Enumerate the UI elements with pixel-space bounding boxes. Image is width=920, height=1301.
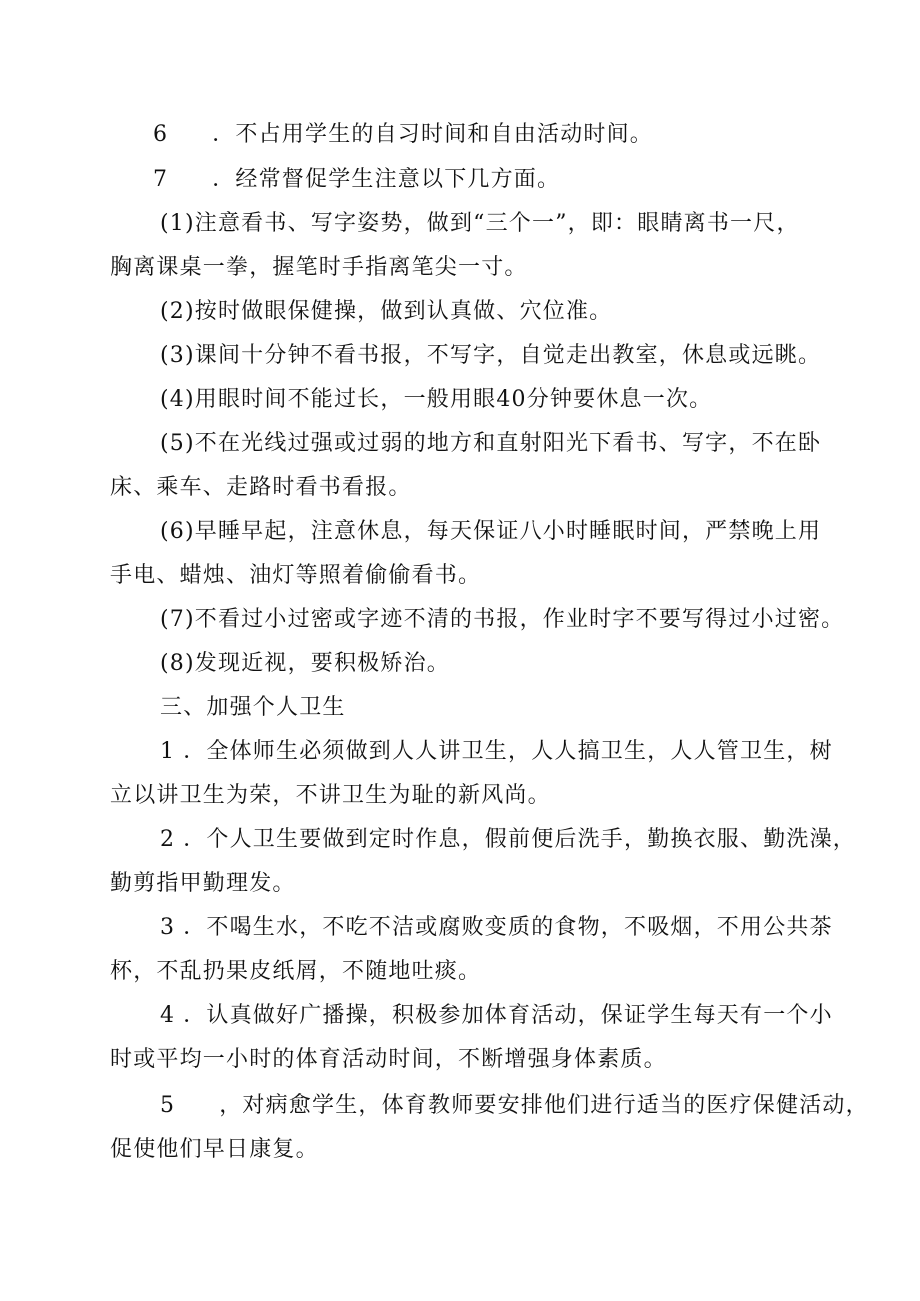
paragraph-3-line-2: 杯，不乱扔果皮纸屑，不随地吐痰。 bbox=[110, 959, 482, 984]
paragraph-5-line-2: 促使他们早日康复。 bbox=[110, 1137, 319, 1162]
paragraph-number: 2 bbox=[160, 827, 176, 852]
paragraph-text: ，对病愈学生，体育教师要安排他们进行适当的医疗保健活动， bbox=[219, 1093, 869, 1118]
sub-item-6-line-1: (6)早睡早起，注意休息，每天保证八小时睡眠时间，严禁晚上用 bbox=[160, 519, 822, 544]
sub-item-3: (3)课间十分钟不看书报，不写字，自觉走出教室，休息或远眺。 bbox=[160, 343, 822, 368]
paragraph-text: ．个人卫生要做到定时作息，假前便后洗手，勤换衣服、勤洗澡， bbox=[183, 827, 857, 852]
item-text: ．经常督促学生注意以下几方面。 bbox=[212, 167, 561, 192]
paragraph-text: ．不喝生水，不吃不洁或腐败变质的食物，不吸烟，不用公共茶 bbox=[183, 915, 833, 940]
paragraph-3-line-1 bbox=[160, 913, 833, 943]
paragraph-text: ．全体师生必须做到人人讲卫生，人人搞卫生，人人管卫生，树 bbox=[183, 739, 833, 764]
sub-item-5-line-2: 床、乘车、走路时看书看报。 bbox=[110, 475, 412, 500]
section-heading-3: 三、加强个人卫生 bbox=[160, 695, 346, 720]
sub-item-4: (4)用眼时间不能过长，一般用眼40分钟要休息一次。 bbox=[160, 387, 713, 412]
paragraph-1-line-1 bbox=[160, 737, 833, 767]
item-7 bbox=[153, 165, 560, 195]
paragraph-1-line-2: 立以讲卫生为荣，不讲卫生为耻的新风尚。 bbox=[110, 783, 551, 808]
paragraph-2-line-2: 勤剪指甲勤理发。 bbox=[110, 871, 296, 896]
paragraph-number: 4 bbox=[160, 1003, 176, 1028]
sub-item-5-line-1: (5)不在光线过强或过弱的地方和直射阳光下看书、写字，不在卧 bbox=[160, 431, 822, 456]
paragraph-4-line-2: 时或平均一小时的体育活动时间，不断增强身体素质。 bbox=[110, 1047, 667, 1072]
sub-item-1-line-2: 胸离课桌一拳，握笔时手指离笔尖一寸。 bbox=[110, 255, 528, 280]
sub-item-6-line-2: 手电、蜡烛、油灯等照着偷偷看书。 bbox=[110, 563, 482, 588]
paragraph-number: 3 bbox=[160, 915, 176, 940]
paragraph-number: 5 bbox=[160, 1093, 176, 1118]
item-text: ．不占用学生的自习时间和自由活动时间。 bbox=[212, 122, 654, 147]
item-number: 7 bbox=[153, 167, 169, 192]
paragraph-text: ．认真做好广播操，积极参加体育活动，保证学生每天有一个小 bbox=[183, 1003, 833, 1028]
item-6 bbox=[153, 120, 653, 150]
paragraph-number: 1 bbox=[160, 739, 176, 764]
paragraph-5-line-1 bbox=[160, 1091, 869, 1121]
sub-item-7: (7)不看过小过密或字迹不清的书报，作业时字不要写得过小过密。 bbox=[160, 607, 845, 632]
item-number: 6 bbox=[153, 122, 169, 147]
sub-item-2: (2)按时做眼保健操，做到认真做、穴位准。 bbox=[160, 299, 613, 324]
paragraph-2-line-1 bbox=[160, 825, 856, 855]
sub-item-1-line-1: (1)注意看书、写字姿势，做到“三个一”，即：眼睛离书一尺， bbox=[160, 211, 800, 236]
paragraph-4-line-1 bbox=[160, 1001, 833, 1031]
sub-item-8: (8)发现近视，要积极矫治。 bbox=[160, 651, 450, 676]
